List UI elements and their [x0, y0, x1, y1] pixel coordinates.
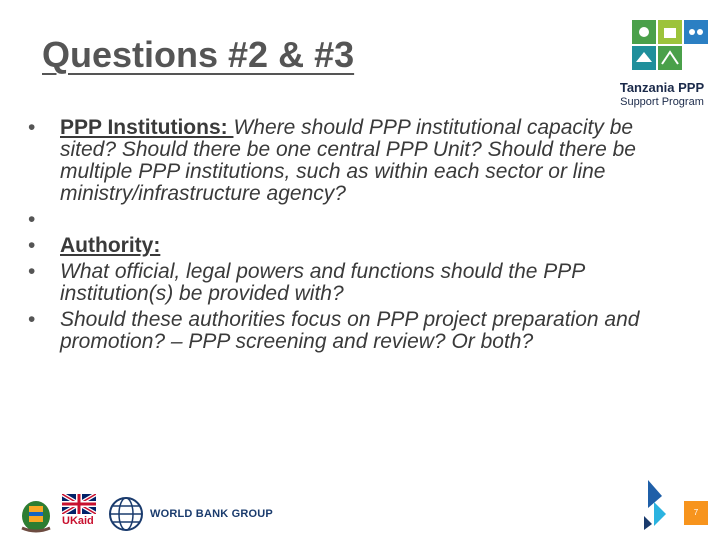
page-number: 7: [684, 501, 708, 525]
world-bank-group-label: WORLD BANK GROUP: [150, 508, 273, 520]
slide-title: Questions #2 & #3: [42, 34, 355, 75]
bullet-text: [60, 209, 688, 231]
bullet-marker: •: [28, 260, 36, 283]
bullet-item: [28, 117, 688, 205]
bullet-list: [28, 117, 688, 357]
bullet-marker: •: [28, 208, 36, 231]
bullet-item: [28, 235, 688, 257]
bullet-marker: •: [28, 234, 36, 257]
bullet-heading: Authority:: [60, 234, 161, 257]
logo-name: Tanzania PPP: [619, 80, 705, 95]
bullet-item: [28, 209, 688, 231]
bullet-body: Where should PPP institutional capacity be sited? Should there be one central PPP Unit? Should there be multiple PPP institutions, such as within each sector or line ministry/infrastructure agency?: [60, 116, 636, 205]
bullet-body: What official, legal powers and functions should the PPP institution(s) be provided with?: [60, 260, 585, 305]
bullet-item: [28, 261, 688, 305]
tanzania-ppp-logo: [612, 18, 712, 110]
uk-flag-icon: [62, 494, 96, 514]
tanzania-ppp-logo-icon: [630, 18, 710, 80]
bullet-text: [60, 235, 688, 257]
bullet-item: [28, 309, 688, 353]
logo-subtitle: Support Program: [620, 96, 704, 108]
ukaid-label: UKaid: [62, 515, 94, 527]
bullet-text: [60, 117, 688, 205]
bullet-marker: •: [28, 116, 36, 139]
bullet-marker: •: [28, 308, 36, 331]
world-bank-globe-icon: [108, 496, 144, 532]
tanzania-coat-of-arms-icon: [16, 494, 56, 534]
bullet-heading: PPP Institutions:: [60, 116, 234, 139]
decorative-arrow-icon: [640, 478, 680, 530]
bullet-body: Should these authorities focus on PPP project preparation and promotion? – PPP screening and review? Or both?: [60, 308, 640, 353]
